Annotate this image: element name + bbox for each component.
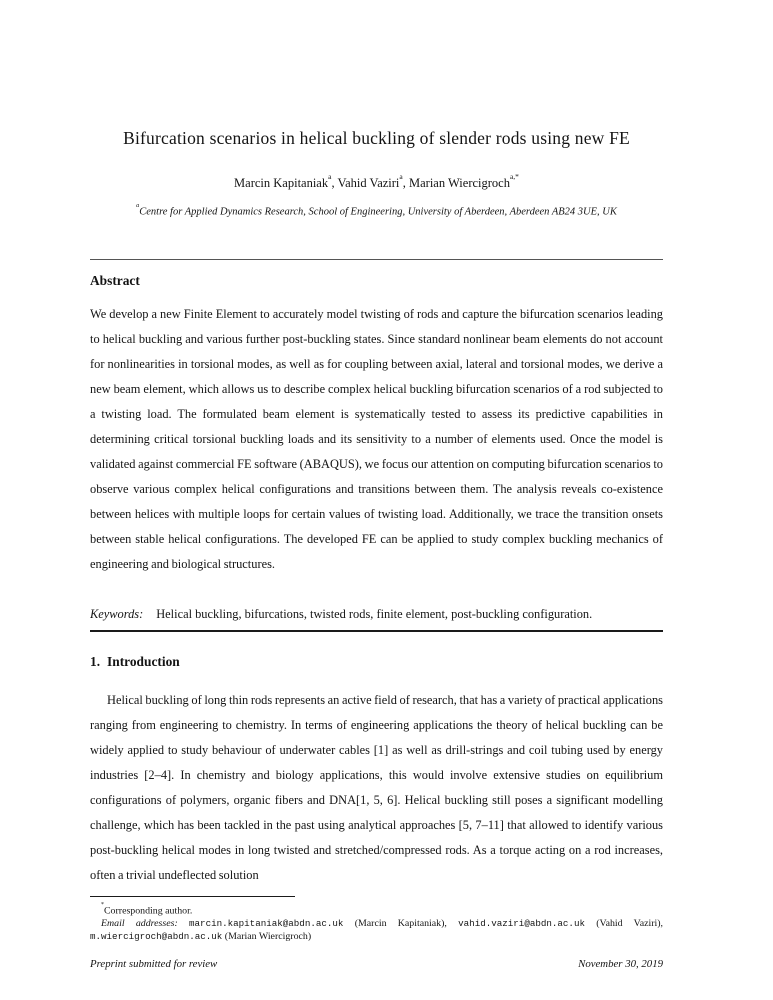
author: [234, 171, 338, 191]
section-heading-introduction: [90, 654, 663, 670]
keywords-text: Helical buckling, bifurcations, twisted rods, finite element, post-buckling configuration.: [156, 606, 593, 621]
author-name: Vahid Vaziri: [337, 176, 400, 191]
footnote-marker: *: [101, 902, 104, 909]
affiliation-text: Centre for Applied Dynamics Research, School of Engineering, University of Aberdeen, Aberdeen AB24 3UE, UK: [139, 206, 617, 218]
author-superscript: a,*: [509, 171, 519, 181]
abstract-top-rule: [90, 259, 663, 260]
keywords-line: [90, 602, 663, 627]
corresponding-author-text: Corresponding author.: [103, 905, 193, 917]
abstract-paragraph: We develop a new Finite Element to accurately model twisting of rods and capture the bifurcation scenarios leading to helical buckling and various further post-buckling states. Since standard nonlinear beam elements do not account for nonlinearities in torsional modes, as well as for coupling between axial, lateral and torsional modes, we derive a new beam element, which allows us to describe complex helical buckling bifurcation scenarios of a rod subjected to a twisting load. The formulated beam element is systematically tested to assess its predictive capabilities in determining critical torsional buckling loads and its sensitivity to a number of elements used. Once the model is validated against commercial FE software (ABAQUS), we focus our attention on computing bifurcation scenarios to observe various complex helical configurations and transitions between them. The analysis reveals co-existence between helices with multiple loops for certain values of twisting load. Additionally, we trace the transition onsets between stable helical configurations. The developed FE can be applied to study complex buckling mechanics of engineering and biological structures.: [90, 306, 663, 571]
corresponding-author-note: [90, 902, 663, 917]
text-column: [90, 0, 663, 888]
footer-date: November 30, 2019: [578, 958, 663, 970]
email-owner: (Marcin Kapitaniak),: [343, 918, 459, 930]
author-name: Marcin Kapitaniak: [234, 176, 329, 191]
footnote-block: [90, 896, 663, 943]
section-title: Introduction: [107, 653, 180, 669]
author-separator: ,: [402, 176, 409, 191]
email-label: Email addresses:: [101, 918, 178, 930]
page-footer: [90, 957, 663, 971]
preprint-note: Preprint submitted for review: [90, 958, 218, 970]
email-owner: (Vahid Vaziri),: [584, 918, 664, 930]
introduction-paragraph: Helical buckling of long thin rods represents an active field of research, that has a variety of practical applications ranging from engineering to chemistry. In terms of engineering applications the theory of helical buckling can be widely applied to study behaviour of underwater cables [1] as well as drill-strings and coil tubing used by energy industries [2–4]. In chemistry and biology applications, this would involve extensive studies on equilibrium configurations of polymers, organic fibers and DNA[1, 5, 6]. Helical buckling still poses a significant modelling challenge, which has been tackled in the past using analytical approaches [5, 7–11] that allowed to identify various post-buckling helical modes in long twisted and stretched/compressed rods. As a torque acting on a rod increases, often a trivial undeflected solution: [90, 692, 663, 882]
author-superscript: a: [399, 171, 403, 181]
authors-line: [90, 172, 663, 191]
author: [409, 171, 519, 191]
email-address: vahid.vaziri@abdn.ac.uk: [458, 918, 585, 930]
email-address: m.wiercigroch@abdn.ac.uk: [90, 931, 223, 943]
author-name: Marian Wiercigroch: [409, 176, 510, 191]
author: [337, 171, 409, 191]
email-addresses-note: [90, 917, 663, 943]
affiliation: [90, 202, 663, 219]
email-owner: (Marian Wiercigroch): [222, 931, 312, 943]
author-separator: ,: [331, 176, 338, 191]
abstract-heading: Abstract: [90, 272, 140, 288]
page-title: Bifurcation scenarios in helical buckling of slender rods using new FE: [123, 128, 630, 148]
email-address: marcin.kapitaniak@abdn.ac.uk: [189, 918, 344, 930]
section-number: 1.: [90, 653, 101, 669]
keywords-label: Keywords:: [90, 606, 144, 621]
abstract-bottom-rule: [90, 630, 663, 632]
author-superscript: a: [328, 171, 332, 181]
footnote-rule: [90, 896, 295, 897]
affiliation-superscript: a: [136, 202, 140, 210]
